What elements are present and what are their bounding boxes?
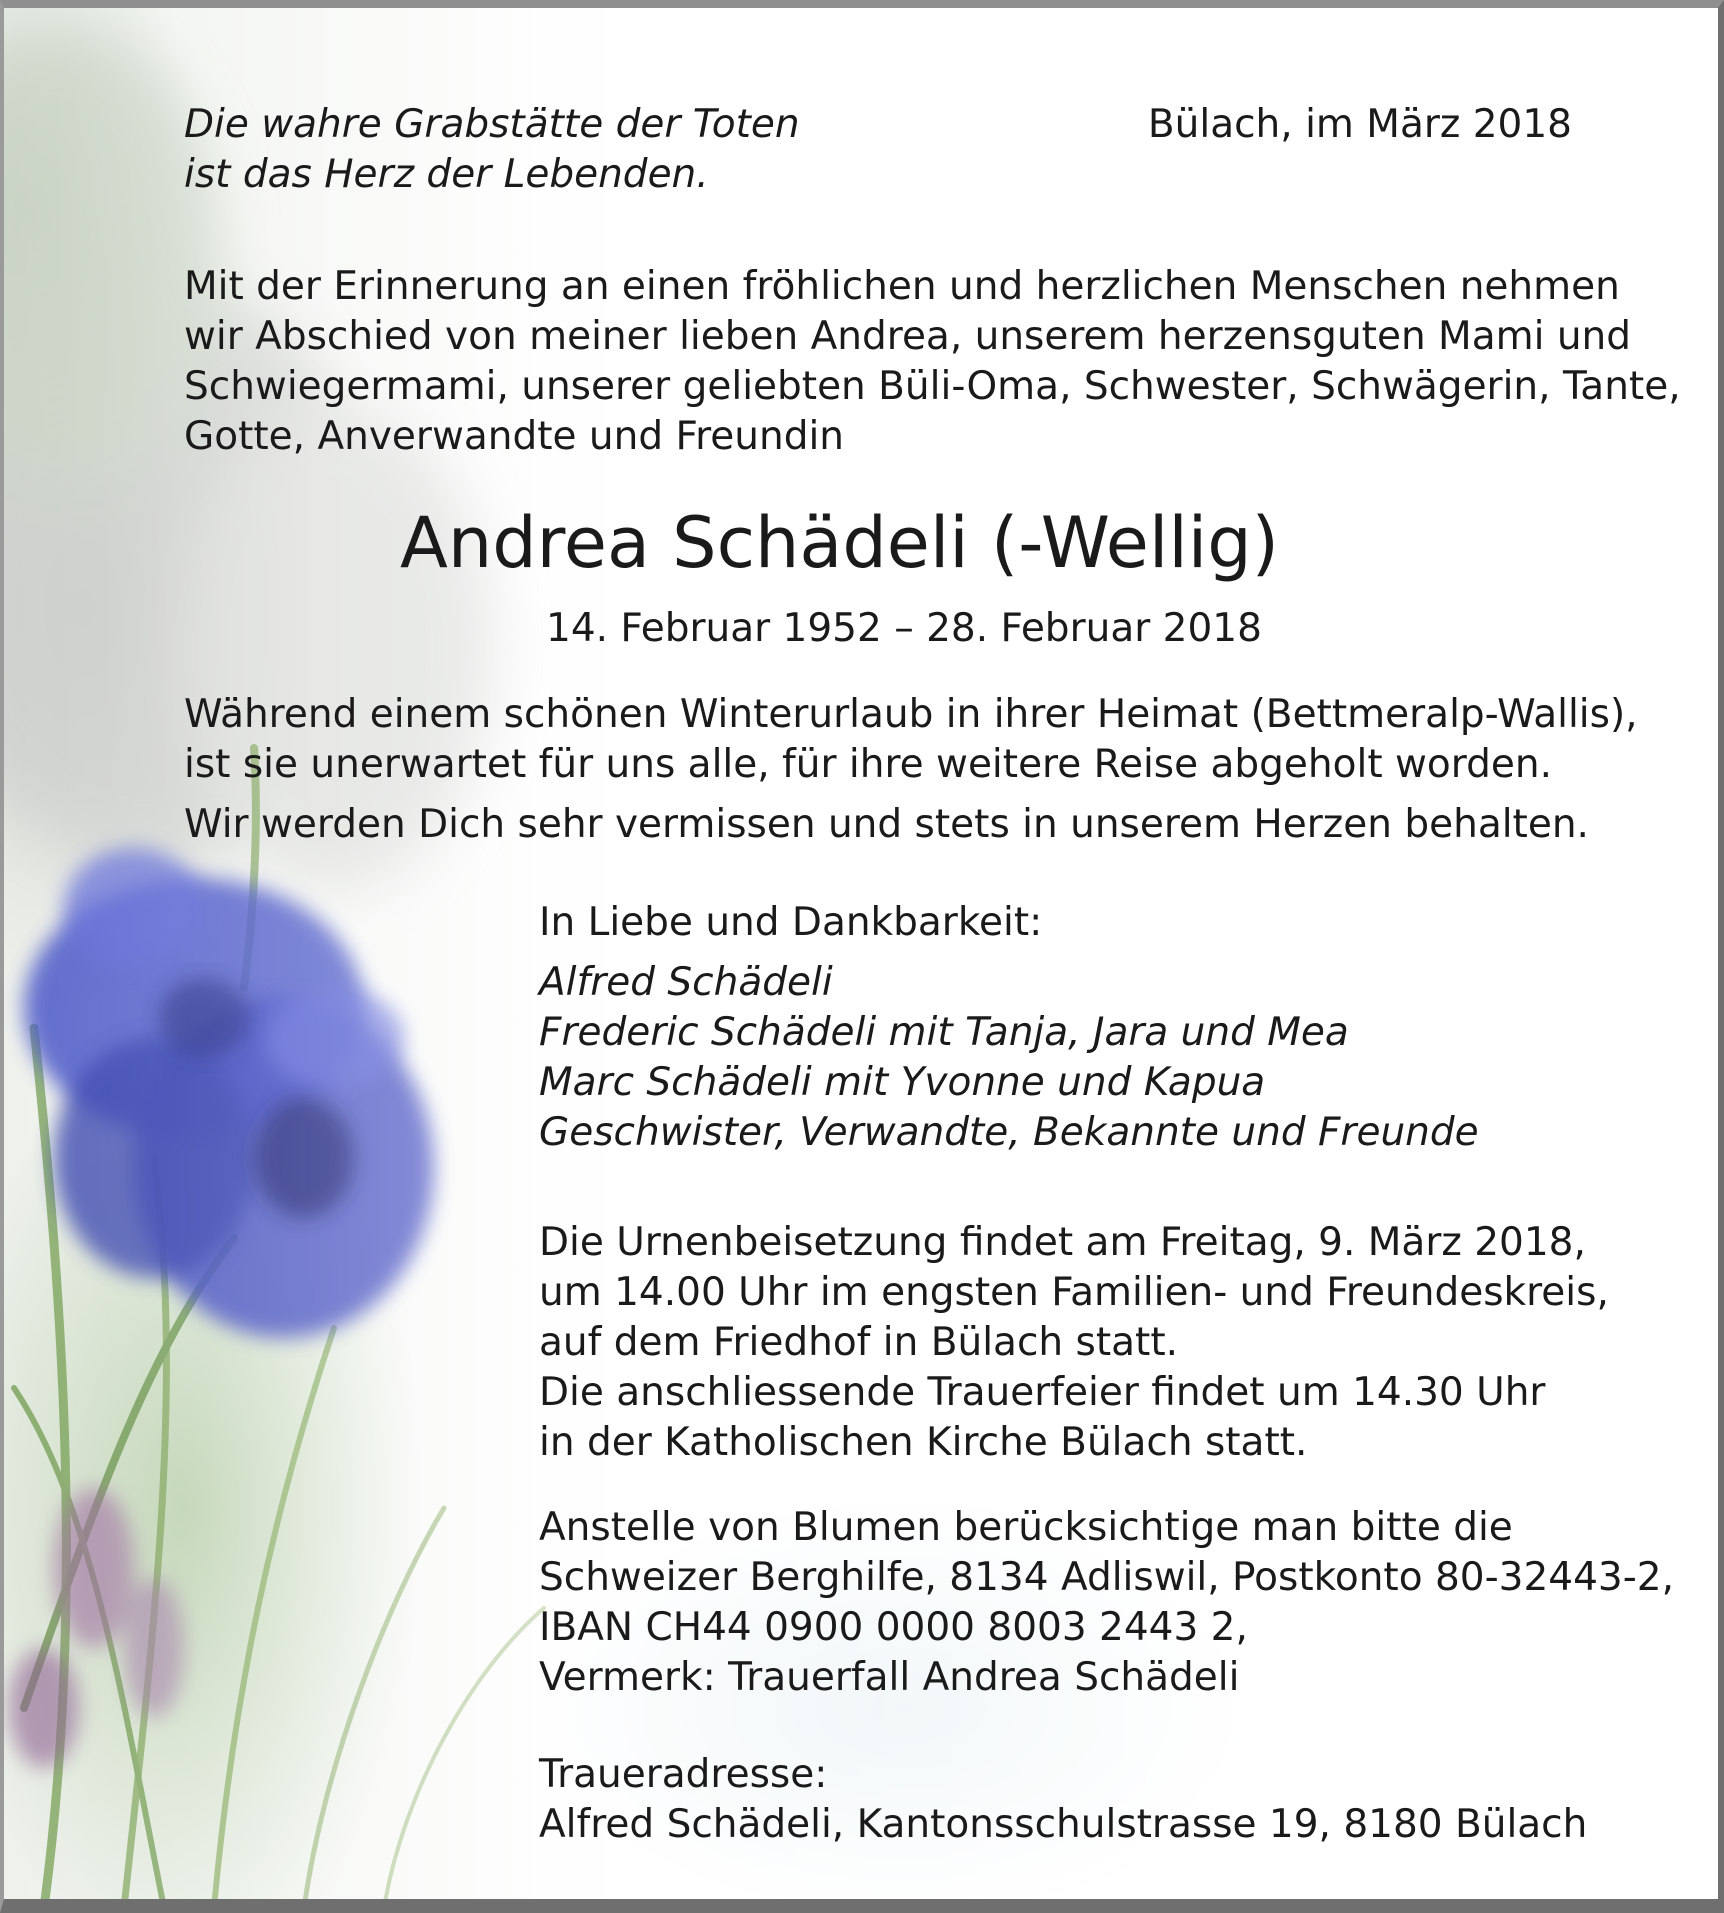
- deceased-name: Andrea Schädeli (-Wellig): [400, 502, 1279, 584]
- motto-line: Die wahre Grabstätte der Toten: [184, 102, 800, 147]
- address-line: Alfred Schädeli, Kantonsschulstrasse 19, 8180 Bülach: [539, 1802, 1588, 1847]
- place-and-date: Bülach, im März 2018: [1147, 102, 1572, 147]
- donation-line: IBAN CH44 0900 0000 8003 2443 2,: [539, 1605, 1248, 1650]
- intro-line: Mit der Erinnerung an einen fröhlichen und herzlichen Menschen nehmen: [184, 264, 1620, 309]
- intro-line: Schwiegermami, unserer geliebten Büli-Oma, Schwester, Schwägerin, Tante,: [184, 364, 1681, 409]
- mourning-address: [539, 1750, 1587, 1850]
- donation-line: Schweizer Berghilfe, 8134 Adliswil, Postkonto 80-32443-2,: [539, 1555, 1675, 1600]
- ceremony-line: Die Urnenbeisetzung findet am Freitag, 9. März 2018,: [539, 1220, 1586, 1265]
- motto-quote: [184, 100, 800, 200]
- address-heading: Traueradresse:: [539, 1752, 828, 1797]
- donation-line: Anstelle von Blumen berücksichtige man bitte die: [539, 1505, 1513, 1550]
- mourner-name: Alfred Schädeli: [539, 960, 833, 1005]
- ceremony-line: Die anschliessende Trauerfeier findet um 14.30 Uhr: [539, 1370, 1546, 1415]
- motto-line: ist das Herz der Lebenden.: [184, 152, 709, 197]
- mourner-name: Frederic Schädeli mit Tanja, Jara und Mea: [539, 1010, 1349, 1055]
- intro-line: wir Abschied von meiner lieben Andrea, unserem herzensguten Mami und: [184, 314, 1632, 359]
- donation-paragraph: [539, 1503, 1674, 1703]
- ceremony-line: um 14.00 Uhr im engsten Familien- und Freundeskreis,: [539, 1270, 1609, 1315]
- mourners-list: [539, 958, 1479, 1158]
- ceremony-line: in der Katholischen Kirche Bülach statt.: [539, 1420, 1308, 1465]
- circumstance-paragraph: [184, 690, 1638, 790]
- donation-line: Vermerk: Trauerfall Andrea Schädeli: [539, 1655, 1240, 1700]
- farewell-sentence: Wir werden Dich sehr vermissen und stets in unserem Herzen behalten.: [184, 802, 1589, 847]
- mourner-name: Geschwister, Verwandte, Bekannte und Freunde: [539, 1110, 1479, 1155]
- ceremony-line: auf dem Friedhof in Bülach statt.: [539, 1320, 1179, 1365]
- ceremony-paragraph: [539, 1218, 1609, 1468]
- intro-line: Gotte, Anverwandte und Freundin: [184, 414, 845, 459]
- intro-paragraph: [184, 262, 1681, 462]
- mourners-heading: In Liebe und Dankbarkeit:: [539, 900, 1043, 945]
- circumstance-line: Während einem schönen Winterurlaub in ihrer Heimat (Bettmeralp-Wallis),: [184, 692, 1638, 737]
- mourner-name: Marc Schädeli mit Yvonne und Kapua: [539, 1060, 1266, 1105]
- circumstance-line: ist sie unerwartet für uns alle, für ihre weitere Reise abgeholt worden.: [184, 742, 1552, 787]
- life-dates: 14. Februar 1952 – 28. Februar 2018: [546, 606, 1262, 651]
